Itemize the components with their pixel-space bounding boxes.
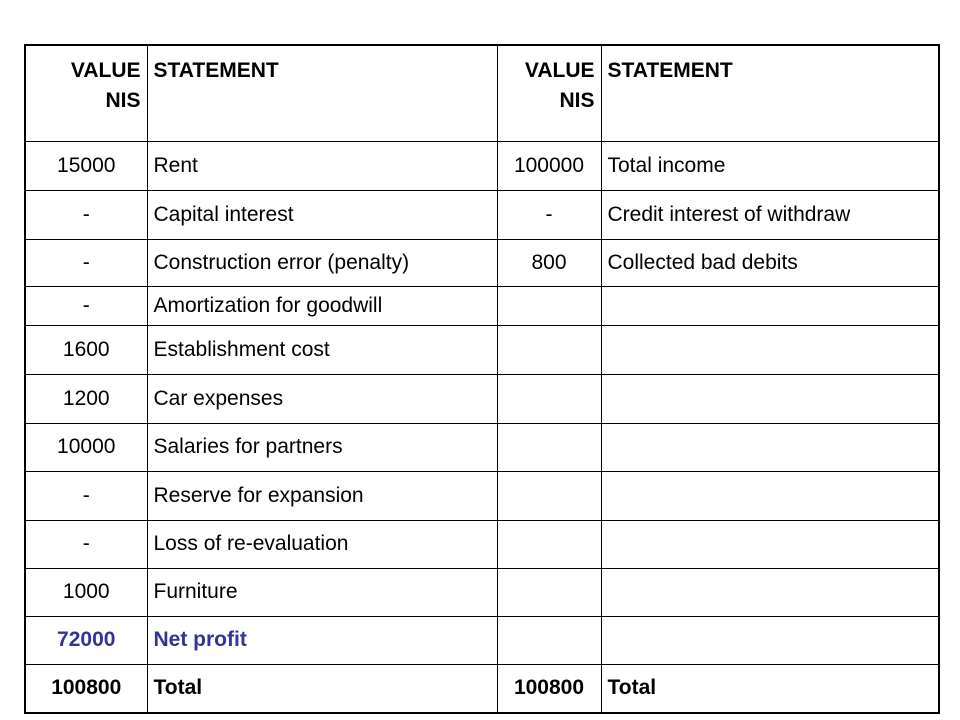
income-statement [601, 568, 939, 616]
expense-value: - [25, 520, 147, 568]
expense-value: 1200 [25, 374, 147, 423]
income-value [497, 325, 601, 374]
expense-statement: Capital interest [147, 190, 497, 239]
expense-value: - [25, 190, 147, 239]
income-value [497, 286, 601, 325]
expense-value: 1000 [25, 568, 147, 616]
expense-statement: Car expenses [147, 374, 497, 423]
income-statement [601, 325, 939, 374]
expense-statement: Establishment cost [147, 325, 497, 374]
income-value: - [497, 190, 601, 239]
net-profit-value: 72000 [25, 616, 147, 664]
income-statement [601, 471, 939, 520]
expense-statement: Amortization for goodwill [147, 286, 497, 325]
table-row [25, 374, 939, 423]
income-value [497, 471, 601, 520]
expense-value: - [25, 471, 147, 520]
income-statement [601, 286, 939, 325]
header-value-right-line1: VALUE [524, 59, 595, 82]
expense-statement: Reserve for expansion [147, 471, 497, 520]
income-value [497, 568, 601, 616]
total-value-left: 100800 [25, 664, 147, 713]
expense-statement: Construction error (penalty) [147, 239, 497, 286]
expense-value: 10000 [25, 423, 147, 471]
total-row [25, 664, 939, 713]
header-value-right [497, 45, 601, 141]
income-statement [601, 520, 939, 568]
expense-statement: Salaries for partners [147, 423, 497, 471]
net-profit-label: Net profit [147, 616, 497, 664]
table-row [25, 325, 939, 374]
expense-statement: Loss of re-evaluation [147, 520, 497, 568]
header-statement-left: STATEMENT [147, 45, 497, 141]
header-value-left-line2: NIS [105, 89, 141, 112]
table-row [25, 520, 939, 568]
table-row [25, 471, 939, 520]
table-row [25, 423, 939, 471]
table-row [25, 190, 939, 239]
header-row [25, 45, 939, 141]
expense-value: - [25, 239, 147, 286]
income-statement [601, 423, 939, 471]
income-value: 100000 [497, 141, 601, 190]
income-value [497, 374, 601, 423]
profit-loss-table [24, 44, 940, 714]
income-statement [601, 616, 939, 664]
income-value [497, 520, 601, 568]
expense-value: 15000 [25, 141, 147, 190]
table-row [25, 568, 939, 616]
income-statement: Total income [601, 141, 939, 190]
net-profit-row [25, 616, 939, 664]
expense-statement: Furniture [147, 568, 497, 616]
expense-statement: Rent [147, 141, 497, 190]
header-value-right-line2: NIS [559, 89, 595, 112]
total-label-left: Total [147, 664, 497, 713]
income-statement: Credit interest of withdraw [601, 190, 939, 239]
total-value-right: 100800 [497, 664, 601, 713]
expense-value: - [25, 286, 147, 325]
expense-value: 1600 [25, 325, 147, 374]
header-value-left-line1: VALUE [70, 59, 141, 82]
income-value: 800 [497, 239, 601, 286]
income-statement [601, 374, 939, 423]
income-statement: Collected bad debits [601, 239, 939, 286]
total-label-right: Total [601, 664, 939, 713]
income-value [497, 423, 601, 471]
income-value [497, 616, 601, 664]
table-row [25, 239, 939, 286]
header-value-left [25, 45, 147, 141]
header-statement-right: STATEMENT [601, 45, 939, 141]
table-row [25, 141, 939, 190]
table-row [25, 286, 939, 325]
